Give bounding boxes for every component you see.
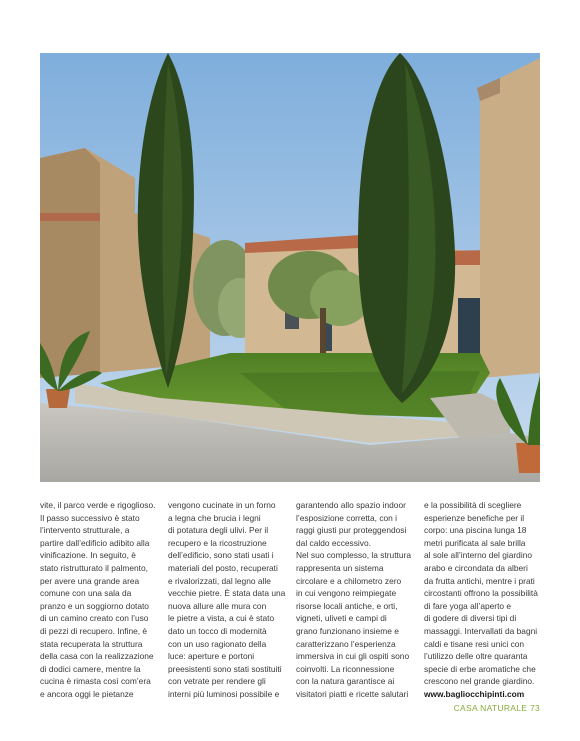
- text-line: le pietre a vista, a cui è stato: [168, 613, 275, 624]
- text-line: vite, il parco verde e rigoglioso.: [40, 500, 156, 510]
- text-line: esperienze benefiche per il: [424, 512, 525, 523]
- text-line: garantendo allo spazio indoor: [296, 500, 406, 510]
- text-line: arabo e circondata da alberi: [424, 562, 528, 573]
- text-line: dato un tocco di modernità: [168, 625, 267, 636]
- website-link[interactable]: www.bagliocchipinti.com: [424, 688, 525, 699]
- text-line: dal caldo eccessivo.: [296, 537, 371, 548]
- text-line: al sole all’interno del giardino: [424, 550, 533, 561]
- text-line: da frutta antichi, mentre i prati: [424, 575, 535, 586]
- text-line: e la possibilità di scegliere: [424, 500, 522, 510]
- courtyard-photo: [40, 53, 540, 482]
- text-line: con un uso ragionato della: [168, 638, 267, 649]
- text-line: e rivalorizzati, dal legno alle: [168, 575, 271, 586]
- text-line: per avere una grande area: [40, 575, 140, 586]
- text-line: circostanti offrono la possibilità: [424, 588, 538, 599]
- text-line: in cui vengono reimpiegate: [296, 588, 397, 599]
- text-line: stata recuperata la struttura: [40, 638, 143, 649]
- text-line: di fare yoga all’aperto e: [424, 600, 512, 611]
- text-line: di godere di diversi tipi di: [424, 613, 517, 624]
- text-line: e ancora oggi le pietanze: [40, 688, 134, 699]
- text-column-3: [296, 499, 414, 701]
- text-line: visitatori piatti e ricette salutari: [296, 688, 409, 699]
- text-line: Il passo successivo è stato: [40, 512, 140, 523]
- text-line: l’utilizzo delle oltre quaranta: [424, 651, 528, 662]
- text-line: di dodici camere, mentre la: [40, 663, 141, 674]
- text-line: vengono cucinate in un forno: [168, 500, 276, 510]
- text-line: della casa con la realizzazione: [40, 651, 154, 662]
- text-line: coinvolti. La riconnessione: [296, 663, 395, 674]
- magazine-name: CASA NATURALE: [453, 703, 528, 713]
- text-line: interni più luminosi possibile e: [168, 688, 280, 699]
- text-line: con vetrate per rendere gli: [168, 676, 266, 687]
- text-line: partire dall’edificio adibito alla: [40, 537, 150, 548]
- text-line: specie di erbe aromatiche che: [424, 663, 536, 674]
- text-line: a legna che brucia i legni: [168, 512, 261, 523]
- text-line: corpo: una piscina lunga 18: [424, 525, 527, 536]
- text-line: crescono nel grande giardino.: [424, 676, 535, 687]
- page-number: 73: [529, 703, 540, 713]
- text-line: risorse locali antiche, e orti,: [296, 600, 398, 611]
- text-line: con la natura garantisce ai: [296, 676, 395, 687]
- text-line: preesistenti sono stati sostituiti: [168, 663, 282, 674]
- text-line: pranzo e un soggiorno dotato: [40, 600, 149, 611]
- text-line: dell’edificio, sono stati usati i: [168, 550, 274, 561]
- text-line: grano funzionano insieme e: [296, 625, 399, 636]
- text-line: raggi giusti pur proteggendosi: [296, 525, 407, 536]
- text-line: recupero e la ricostruzione: [168, 537, 267, 548]
- text-line: vecchie pietre. È stata data una: [168, 588, 286, 599]
- text-line: stato ristrutturato il palmento,: [40, 562, 148, 573]
- text-line: vinificazione. In seguito, è: [40, 550, 136, 561]
- text-line: caratterizzano l’esperienza: [296, 638, 396, 649]
- text-line: luce: aperture e portoni: [168, 651, 255, 662]
- text-line: rappresenta un sistema: [296, 562, 384, 573]
- text-line: comune con una sala da: [40, 588, 132, 599]
- text-line: circolare e a chilometro zero: [296, 575, 402, 586]
- text-line: immersiva in cui gli ospiti sono: [296, 651, 410, 662]
- text-line: cucina è rimasta così com’era: [40, 676, 151, 687]
- text-line: caldi e tisane resi unici con: [424, 638, 525, 649]
- text-line: di un camino creato con l’uso: [40, 613, 149, 624]
- text-line: nuova allure alle mura con: [168, 600, 267, 611]
- courtyard-illustration: [40, 53, 540, 482]
- text-line: vigneti, uliveti e campi di: [296, 613, 387, 624]
- text-line: l’esposizione corretta, con i: [296, 512, 398, 523]
- text-column-1: [40, 499, 158, 701]
- text-line: l’intervento strutturale, a: [40, 525, 130, 536]
- text-column-4: [424, 499, 546, 701]
- article-body: [40, 499, 540, 699]
- page-footer: [454, 703, 540, 713]
- text-line: di pezzi di recupero. Infine, è: [40, 625, 148, 636]
- text-line: materiali del posto, recuperati: [168, 562, 278, 573]
- text-line: Nel suo complesso, la struttura: [296, 550, 411, 561]
- text-line: di potatura degli ulivi. Per il: [168, 525, 269, 536]
- text-line: metri purificata al sale brilla: [424, 537, 526, 548]
- text-line: massaggi. Intervallati da bagni: [424, 625, 538, 636]
- text-column-2: [168, 499, 286, 701]
